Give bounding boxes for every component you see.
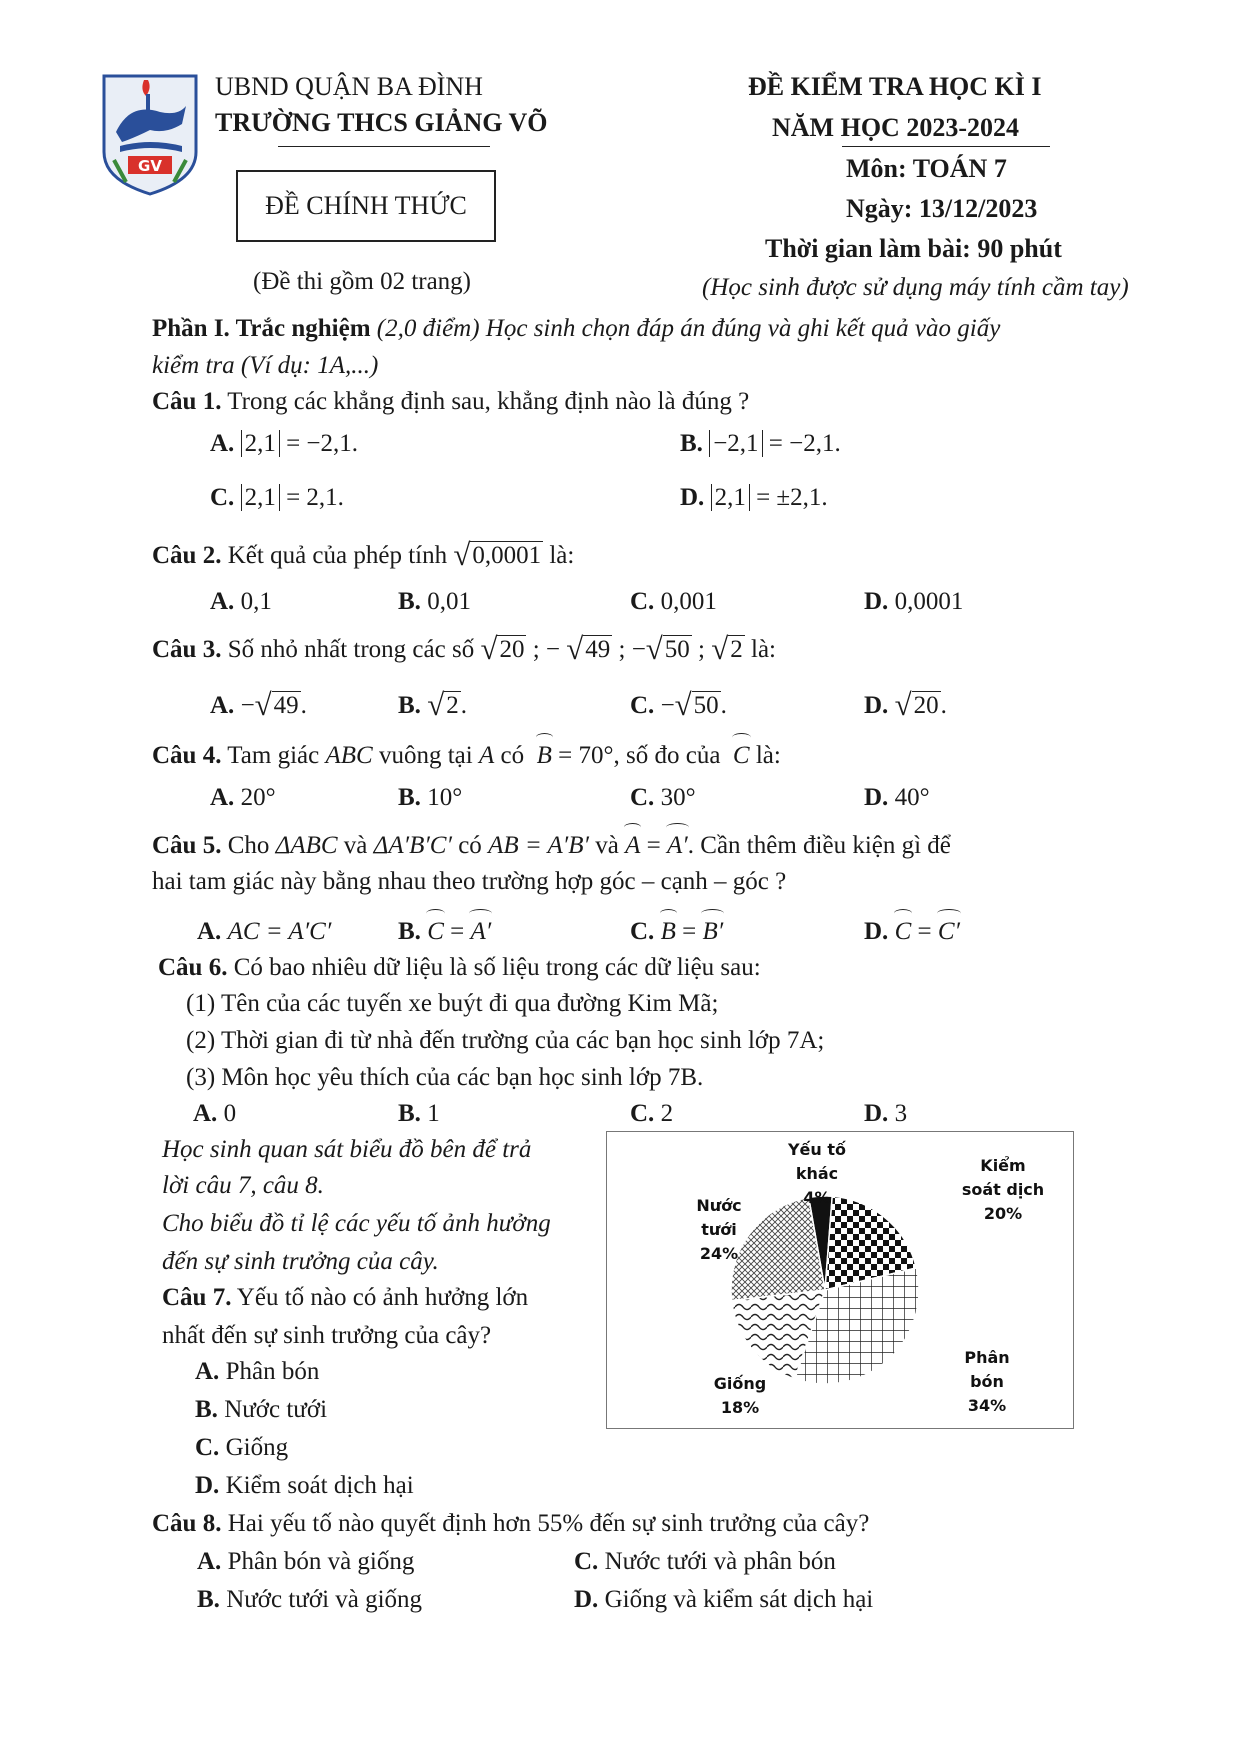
angle: C [894,918,912,945]
triangle-name: ABC [325,742,373,769]
option-text: 20° [240,784,276,811]
q2-option-b[interactable] [398,588,471,616]
q8-text: đến sự sinh trưởng của cây? [589,1510,870,1537]
q5-option-a[interactable] [197,918,331,946]
pie-label-line: Giống [713,1374,767,1393]
q2-stem [152,542,574,570]
q3-text-end: là: [751,636,776,663]
pie-label-line: khác [795,1164,839,1183]
radicand: 0,0001 [472,542,542,569]
pie-label-line: tưới [701,1220,737,1239]
pie-label-line: soát dịch [961,1180,1045,1199]
side-equality: AB = A′B′ [488,832,590,859]
q3-stem [152,636,776,664]
angle-a-prime: A′ [667,832,688,859]
q1-option-a[interactable] [210,430,358,458]
q8-option-c[interactable] [574,1548,836,1576]
abs-value: −2,1 [709,430,762,457]
option-letter: C. [630,588,655,615]
official-text: ĐỀ CHÍNH THỨC [265,191,467,220]
option-letter: A. [210,430,235,457]
q8-option-a[interactable] [197,1548,414,1576]
q2-number: Câu 2. [152,542,222,569]
option-letter: A. [210,692,235,719]
separator: ; [691,636,712,663]
option-letter: A. [195,1358,220,1385]
pages-note: (Đề thi gồm 02 trang) [253,268,472,295]
q4-text: Tam giác [227,742,320,769]
pie-label-giong [705,1372,775,1420]
sqrt-expression [646,636,692,664]
option-letter: B. [195,1396,218,1423]
option-text: = −2,1. [762,430,841,457]
option-text: 0,1 [240,588,272,615]
q4-option-b[interactable] [398,784,462,812]
q2-text: Kết quả của phép tính [227,542,448,569]
option-letter: A. [197,918,222,945]
q3-number: Câu 3. [152,636,222,663]
subject: Môn: TOÁN 7 [846,154,1007,183]
sqrt-expression [675,692,721,720]
option-text: = −2,1. [279,430,359,457]
pie-label-kiem-soat-dich [953,1154,1053,1226]
radicand: 2 [446,692,459,719]
q8-text: Hai yếu tố nào quyết định hơn [227,1510,532,1537]
option-text: Nước tưới và phân bón [604,1548,836,1575]
angle: B [660,918,676,945]
q6-option-b[interactable] [398,1100,440,1128]
q4-text-end: là: [755,742,781,769]
option-text: Phân bón [225,1358,320,1385]
option-letter: C. [195,1434,220,1461]
pie-label-line: 34% [967,1396,1007,1415]
q5-option-c[interactable]: C. B = B′ [630,918,724,945]
angle: A′ [470,918,492,945]
q6-option-d[interactable] [864,1100,907,1128]
q4-stem [152,742,781,770]
year-underline [842,146,1050,147]
option-letter: B. [197,1586,220,1613]
radicand: 20 [913,692,939,719]
q5-stem-line2: hai tam giác này bằng nhau theo trường hợp góc – cạnh – góc ? [152,868,787,895]
q2-option-d[interactable] [864,588,963,616]
option-text: 40° [894,784,930,811]
q8-percent: 55% [537,1510,584,1537]
q3-option-d[interactable] [864,692,947,720]
exam-title: ĐỀ KIỂM TRA HỌC KÌ I [748,72,1042,101]
option-letter: B. [680,430,703,457]
q2-text-end: là: [549,542,575,569]
period: . [940,692,947,719]
q5-text: và [343,832,368,859]
calculator-note: (Học sinh được sử dụng máy tính cầm tay) [702,274,1129,301]
option-letter: C. [630,918,655,945]
official-badge [236,170,496,242]
pie-label-yeu-to-khac [777,1138,857,1210]
abs-value: 2,1 [241,430,280,457]
angle-a: A [625,832,641,859]
sqrt-expression [895,692,941,720]
angle-b: B [536,742,552,769]
option-letter: A. [193,1100,218,1127]
q6-stem [158,954,761,982]
q6-item-3: (3) Môn học yêu thích của các bạn học sinh lớp 7B. [186,1064,704,1091]
q5-text: và [595,832,619,859]
period: . [300,692,307,719]
q6-number: Câu 6. [158,954,228,981]
option-text: 0,01 [427,588,471,615]
option-letter: B. [398,692,421,719]
q7-option-d[interactable] [195,1472,414,1500]
q8-option-d[interactable] [574,1586,873,1614]
q6-option-c[interactable] [630,1100,673,1128]
option-letter: D. [864,692,889,719]
triangle-2: ΔA′B′C′ [373,832,452,859]
school-underline [278,146,490,147]
svg-text:GV: GV [138,157,162,175]
q2-option-a[interactable] [210,588,272,616]
q1-number: Câu 1. [152,388,222,415]
school-year: NĂM HỌC 2023-2024 [772,113,1019,142]
q1-stem [152,388,749,416]
exam-date: Ngày: 13/12/2023 [846,194,1038,223]
duration: Thời gian làm bài: 90 phút [765,234,1062,263]
chart-intro-1: Học sinh quan sát biểu đồ bên để trả [162,1136,532,1163]
option-letter: D. [864,588,889,615]
option-text: = 2,1. [279,484,344,511]
radicand: 2 [730,636,743,663]
option-text: 0 [223,1100,237,1127]
minus-sign: − [660,692,675,719]
option-text: 3 [894,1100,908,1127]
option-text: Nước tưới [224,1396,328,1423]
part1-heading [152,315,1000,343]
sqrt-expression [255,692,301,720]
option-letter: C. [630,1100,655,1127]
pie-label-phan-bon [947,1346,1027,1418]
radicand: 20 [499,636,525,663]
part1-instruction: Học sinh chọn đáp án đúng và ghi kết quả vào giấy [485,315,1001,342]
option-text: Phân bón và giống [227,1548,415,1575]
q7-number: Câu 7. [162,1284,232,1311]
part1-title: Phần I. Trắc nghiệm [152,315,371,342]
option-letter: D. [864,1100,889,1127]
option-text: 30° [660,784,696,811]
pie-chart-frame [606,1131,1074,1429]
option-letter: D. [195,1472,220,1499]
sqrt-expression [566,636,612,664]
option-letter: A. [197,1548,222,1575]
radicand: 50 [664,636,690,663]
q7-stem [162,1284,528,1312]
q4-number: Câu 4. [152,742,222,769]
option-text: 0,001 [660,588,717,615]
q8-option-b[interactable] [197,1586,422,1614]
option-text: 2 [660,1100,674,1127]
q4-option-d[interactable] [864,784,930,812]
q3-option-b[interactable] [398,692,467,720]
option-letter: B. [398,918,421,945]
q7-option-b[interactable] [195,1396,327,1424]
option-letter: B. [398,1100,421,1127]
abs-value: 2,1 [241,484,280,511]
q8-number: Câu 8. [152,1510,222,1537]
radicand: 49 [585,636,611,663]
sqrt-expression [427,692,461,720]
option-letter: C. [210,484,235,511]
option-letter: D. [864,784,889,811]
option-letter: A. [210,588,235,615]
period: . [720,692,727,719]
option-letter: D. [864,918,889,945]
chart-intro-4: đến sự sinh trưởng của cây. [162,1248,439,1275]
option-text: = ±2,1. [749,484,828,511]
vertex-a: A [478,742,495,769]
part1-points: (2,0 điểm) [376,315,480,342]
q2-option-c[interactable] [630,588,717,616]
option-text: AC = A′C′ [227,918,332,945]
q5-stem [152,832,951,860]
q5-text: . Cần thêm điều kiện gì để [687,832,951,859]
authority-name: UBND QUẬN BA ĐÌNH [215,72,483,101]
q8-stem [152,1510,869,1538]
abs-value: 2,1 [711,484,750,511]
q1-text: Trong các khẳng định sau, khẳng định nào là đúng ? [227,388,750,415]
q1-option-c[interactable] [210,484,344,512]
minus-sign: − [240,692,255,719]
q5-text: có [458,832,482,859]
sqrt-expression [453,542,543,570]
radicand: 50 [693,692,719,719]
q5-option-d[interactable]: D. C = C′ [864,918,961,945]
option-letter: B. [398,588,421,615]
option-letter: C. [630,692,655,719]
angle: C [427,918,444,945]
option-text: 0,0001 [894,588,964,615]
q4-text: có [500,742,525,769]
sqrt-expression [480,636,526,664]
radicand: 49 [273,692,299,719]
option-letter: C. [574,1548,599,1575]
q6-item-1: (1) Tên của các tuyến xe buýt đi qua đường Kim Mã; [186,990,719,1017]
option-text: 10° [427,784,463,811]
q6-option-a[interactable] [193,1100,236,1128]
separator: ; − [612,636,646,663]
pie-label-line: 4% [803,1188,831,1207]
pie-label-nuoc-tuoi [677,1194,761,1266]
q7-text: Yếu tố nào có ảnh hưởng lớn [236,1284,529,1311]
equals-sign: = [640,832,668,859]
q5-number: Câu 5. [152,832,222,859]
pie-label-line: 20% [983,1204,1023,1223]
triangle-1: ΔABC [275,832,338,859]
q4-option-a[interactable] [210,784,276,812]
option-letter: D. [574,1586,599,1613]
period: . [460,692,467,719]
q1-option-d[interactable] [680,484,828,512]
angle: B′ [702,918,724,945]
q7-option-a[interactable] [195,1358,319,1386]
pie-label-line: 18% [720,1398,760,1417]
pie-label-line: Nước [696,1196,742,1215]
option-text: Giống [225,1434,289,1461]
option-text: Giống và kiểm sát dịch hại [604,1586,874,1613]
angle: C′ [937,918,961,945]
option-letter: B. [398,784,421,811]
q1-option-b[interactable] [680,430,841,458]
pie-label-line: 24% [699,1244,739,1263]
pie-label-line: Kiểm [980,1156,1026,1175]
q6-text: Có bao nhiêu dữ liệu là số liệu trong các dữ liệu sau: [233,954,761,981]
q5-text: Cho [227,832,270,859]
q4-option-c[interactable] [630,784,696,812]
q6-item-2: (2) Thời gian đi từ nhà đến trường của các bạn học sinh lớp 7A; [186,1027,825,1054]
option-letter: D. [680,484,705,511]
angle-c: C [732,742,750,769]
pie-label-line: Phân [964,1348,1010,1367]
sqrt-expression [711,636,745,664]
angle-value: = 70° [551,742,614,769]
q7-option-c[interactable] [195,1434,288,1462]
option-letter: A. [210,784,235,811]
option-letter: C. [630,784,655,811]
school-logo-icon [100,72,200,197]
option-text: Nước tưới và giống [226,1586,423,1613]
separator: ; − [526,636,567,663]
q3-option-a[interactable] [210,692,307,720]
q5-option-b[interactable]: B. C = A′ [398,918,492,945]
school-name: TRƯỜNG THCS GIẢNG VÕ [215,108,548,137]
q7-stem-line2: nhất đến sự sinh trưởng của cây? [162,1322,492,1349]
q4-text: vuông tại [378,742,473,769]
q3-text: Số nhỏ nhất trong các số [227,636,475,663]
chart-intro-2: lời câu 7, câu 8. [162,1172,324,1199]
pie-label-line: bón [970,1372,1004,1391]
option-text: 1 [427,1100,440,1127]
q4-text: , số đo của [613,742,721,769]
option-text: Kiểm soát dịch hại [225,1472,414,1499]
pie-label-line: Yếu tố [787,1140,847,1159]
part1-instruction-2: kiểm tra (Ví dụ: 1A,...) [152,352,379,379]
q3-option-c[interactable] [630,692,727,720]
chart-intro-3: Cho biểu đồ tỉ lệ các yếu tố ảnh hưởng [162,1210,551,1237]
school-logo [100,72,200,197]
